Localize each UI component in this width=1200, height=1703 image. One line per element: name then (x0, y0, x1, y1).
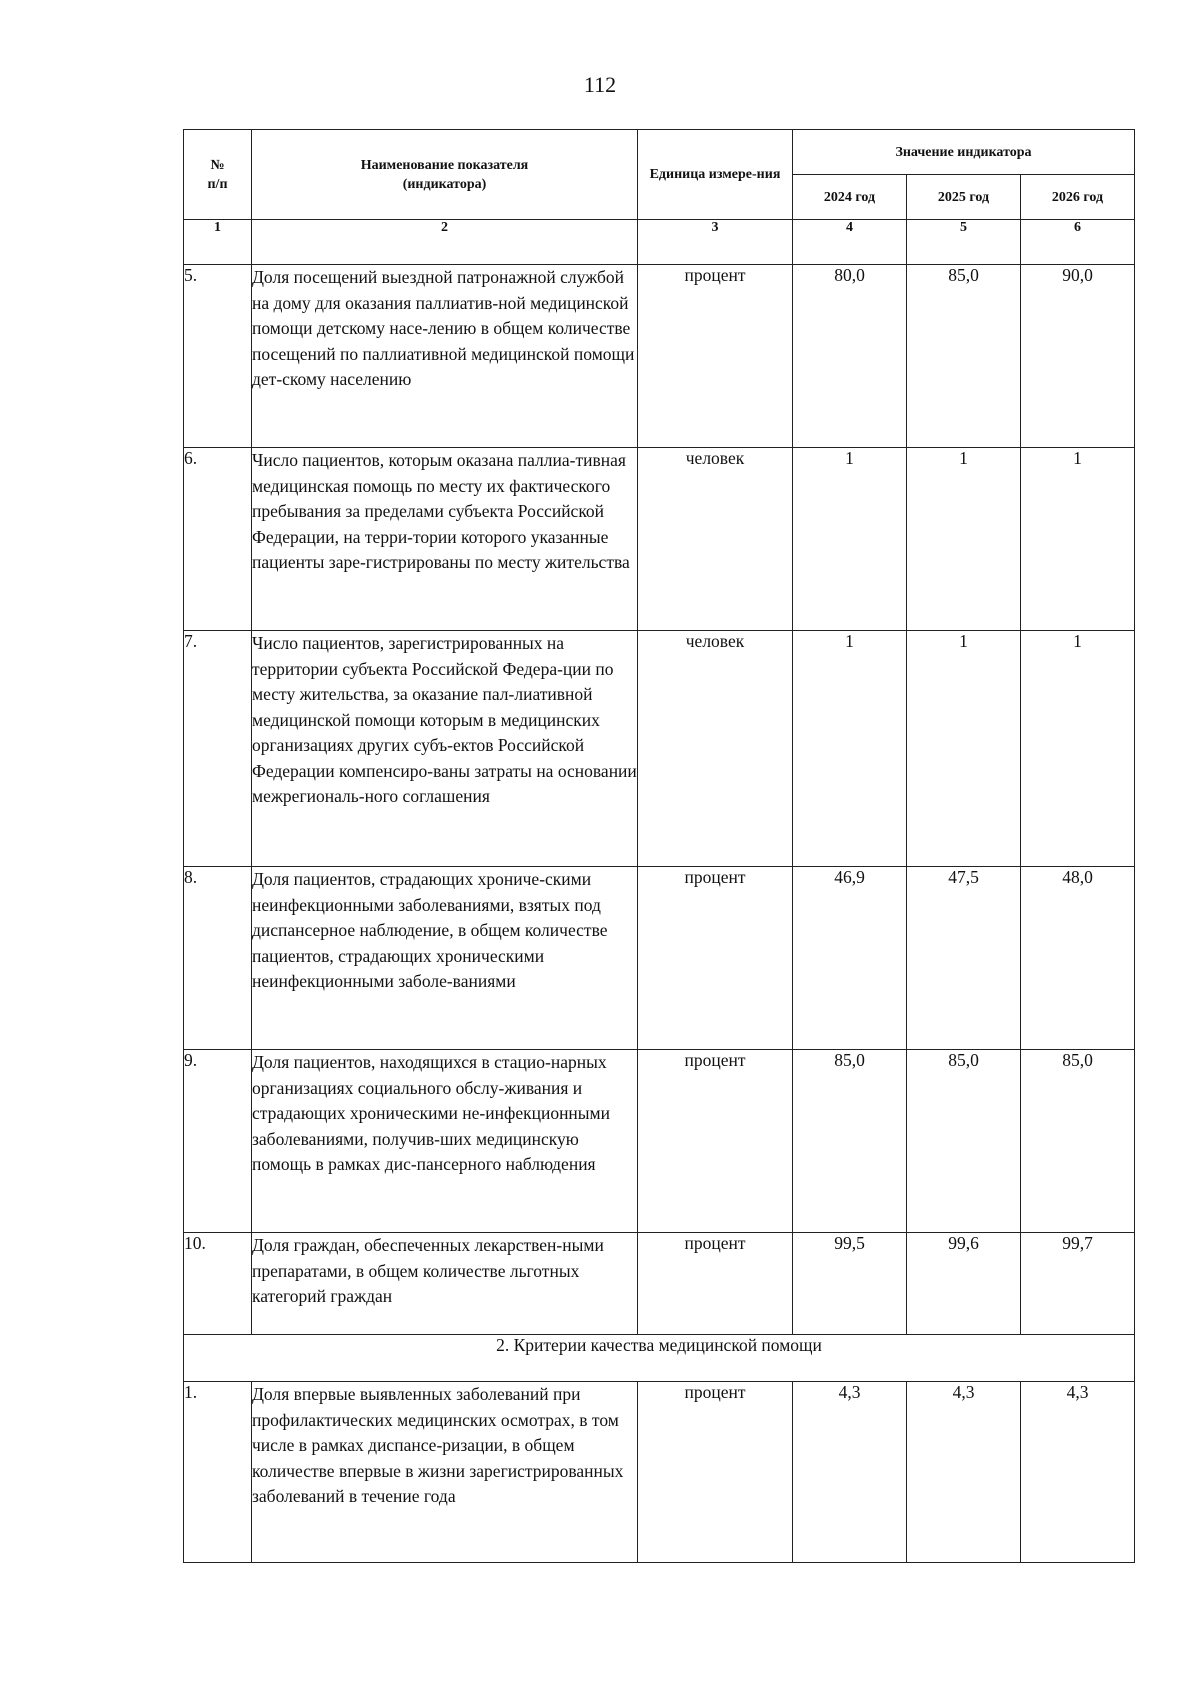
header-num: № п/п (184, 130, 252, 220)
value-2024: 85,0 (793, 1050, 907, 1233)
section-row (184, 1335, 1135, 1382)
value-2025: 1 (907, 631, 1021, 867)
table-row (184, 1382, 1135, 1563)
header-year-2024: 2024 год (793, 175, 907, 220)
value-2024: 1 (793, 448, 907, 631)
header-indicator-name: Наименование показателя (индикатора) (252, 130, 638, 220)
value-2025: 85,0 (907, 265, 1021, 448)
row-number: 10. (184, 1233, 252, 1335)
column-number: 1 (184, 220, 252, 265)
value-2026: 48,0 (1021, 867, 1135, 1050)
unit-cell: процент (638, 867, 793, 1050)
value-2025: 85,0 (907, 1050, 1021, 1233)
table-row (184, 448, 1135, 631)
indicator-name: Число пациентов, которым оказана паллиа-тивная медицинская помощь по месту их фактического пребывания за пределами субъекта Российской Федерации, на терри-тории которого указанные пациенты заре-гистрированы по месту жительства (252, 448, 638, 631)
unit-cell: процент (638, 1050, 793, 1233)
column-number: 3 (638, 220, 793, 265)
value-2026: 1 (1021, 631, 1135, 867)
column-number-row (184, 220, 1135, 265)
indicator-name: Доля впервые выявленных заболеваний при профилактических медицинских осмотрах, в том числе в рамках диспансе-ризации, в общем количестве впервые в жизни зарегистрированных заболеваний в течение года (252, 1382, 638, 1563)
row-number: 8. (184, 867, 252, 1050)
unit-cell: процент (638, 1233, 793, 1335)
row-number: 5. (184, 265, 252, 448)
value-2025: 99,6 (907, 1233, 1021, 1335)
header-year-2026: 2026 год (1021, 175, 1135, 220)
unit-cell: процент (638, 1382, 793, 1563)
unit-cell: человек (638, 448, 793, 631)
table-row (184, 1233, 1135, 1335)
header-value-group: Значение индикатора (793, 130, 1135, 175)
value-2025: 4,3 (907, 1382, 1021, 1563)
value-2026: 1 (1021, 448, 1135, 631)
table-row (184, 1050, 1135, 1233)
page-number: 112 (583, 72, 617, 97)
indicator-name: Доля пациентов, страдающих хрониче-скими неинфекционными заболеваниями, взятых под диспансерное наблюдение, в общем количестве пациентов, страдающих хроническими неинфекционными заболе-ваниями (252, 867, 638, 1050)
value-2026: 4,3 (1021, 1382, 1135, 1563)
header-year-2025: 2025 год (907, 175, 1021, 220)
table-row (184, 631, 1135, 867)
column-number: 6 (1021, 220, 1135, 265)
unit-cell: процент (638, 265, 793, 448)
row-number: 1. (184, 1382, 252, 1563)
indicator-name: Доля посещений выездной патронажной службой на дому для оказания паллиатив-ной медицинской помощи детскому насе-лению в общем количестве посещений по паллиативной медицинской помощи дет-скому населению (252, 265, 638, 448)
section-title: 2. Критерии качества медицинской помощи (184, 1335, 1135, 1382)
value-2024: 1 (793, 631, 907, 867)
column-number: 5 (907, 220, 1021, 265)
value-2024: 4,3 (793, 1382, 907, 1563)
value-2025: 1 (907, 448, 1021, 631)
row-number: 7. (184, 631, 252, 867)
table-row (184, 867, 1135, 1050)
value-2024: 99,5 (793, 1233, 907, 1335)
indicators-table (183, 129, 1135, 1563)
value-2026: 85,0 (1021, 1050, 1135, 1233)
unit-cell: человек (638, 631, 793, 867)
header-unit: Единица измере-ния (638, 130, 793, 220)
indicator-name: Доля граждан, обеспеченных лекарствен-ными препаратами, в общем количестве льготных категорий граждан (252, 1233, 638, 1335)
value-2026: 90,0 (1021, 265, 1135, 448)
value-2025: 47,5 (907, 867, 1021, 1050)
row-number: 9. (184, 1050, 252, 1233)
indicator-name: Число пациентов, зарегистрированных на территории субъекта Российской Федера-ции по месту жительства, за оказание пал-лиативной медицинской помощи которым в медицинских организациях других субъ-ектов Российской Федерации компенсиро-ваны затраты на основании межрегиональ-ного соглашения (252, 631, 638, 867)
value-2024: 80,0 (793, 265, 907, 448)
column-number: 2 (252, 220, 638, 265)
value-2026: 99,7 (1021, 1233, 1135, 1335)
column-number: 4 (793, 220, 907, 265)
row-number: 6. (184, 448, 252, 631)
value-2024: 46,9 (793, 867, 907, 1050)
table-row (184, 265, 1135, 448)
indicator-name: Доля пациентов, находящихся в стацио-нарных организациях социального обслу-живания и страдающих хроническими не-инфекционными заболеваниями, получив-ших медицинскую помощь в рамках дис-пансерного наблюдения (252, 1050, 638, 1233)
